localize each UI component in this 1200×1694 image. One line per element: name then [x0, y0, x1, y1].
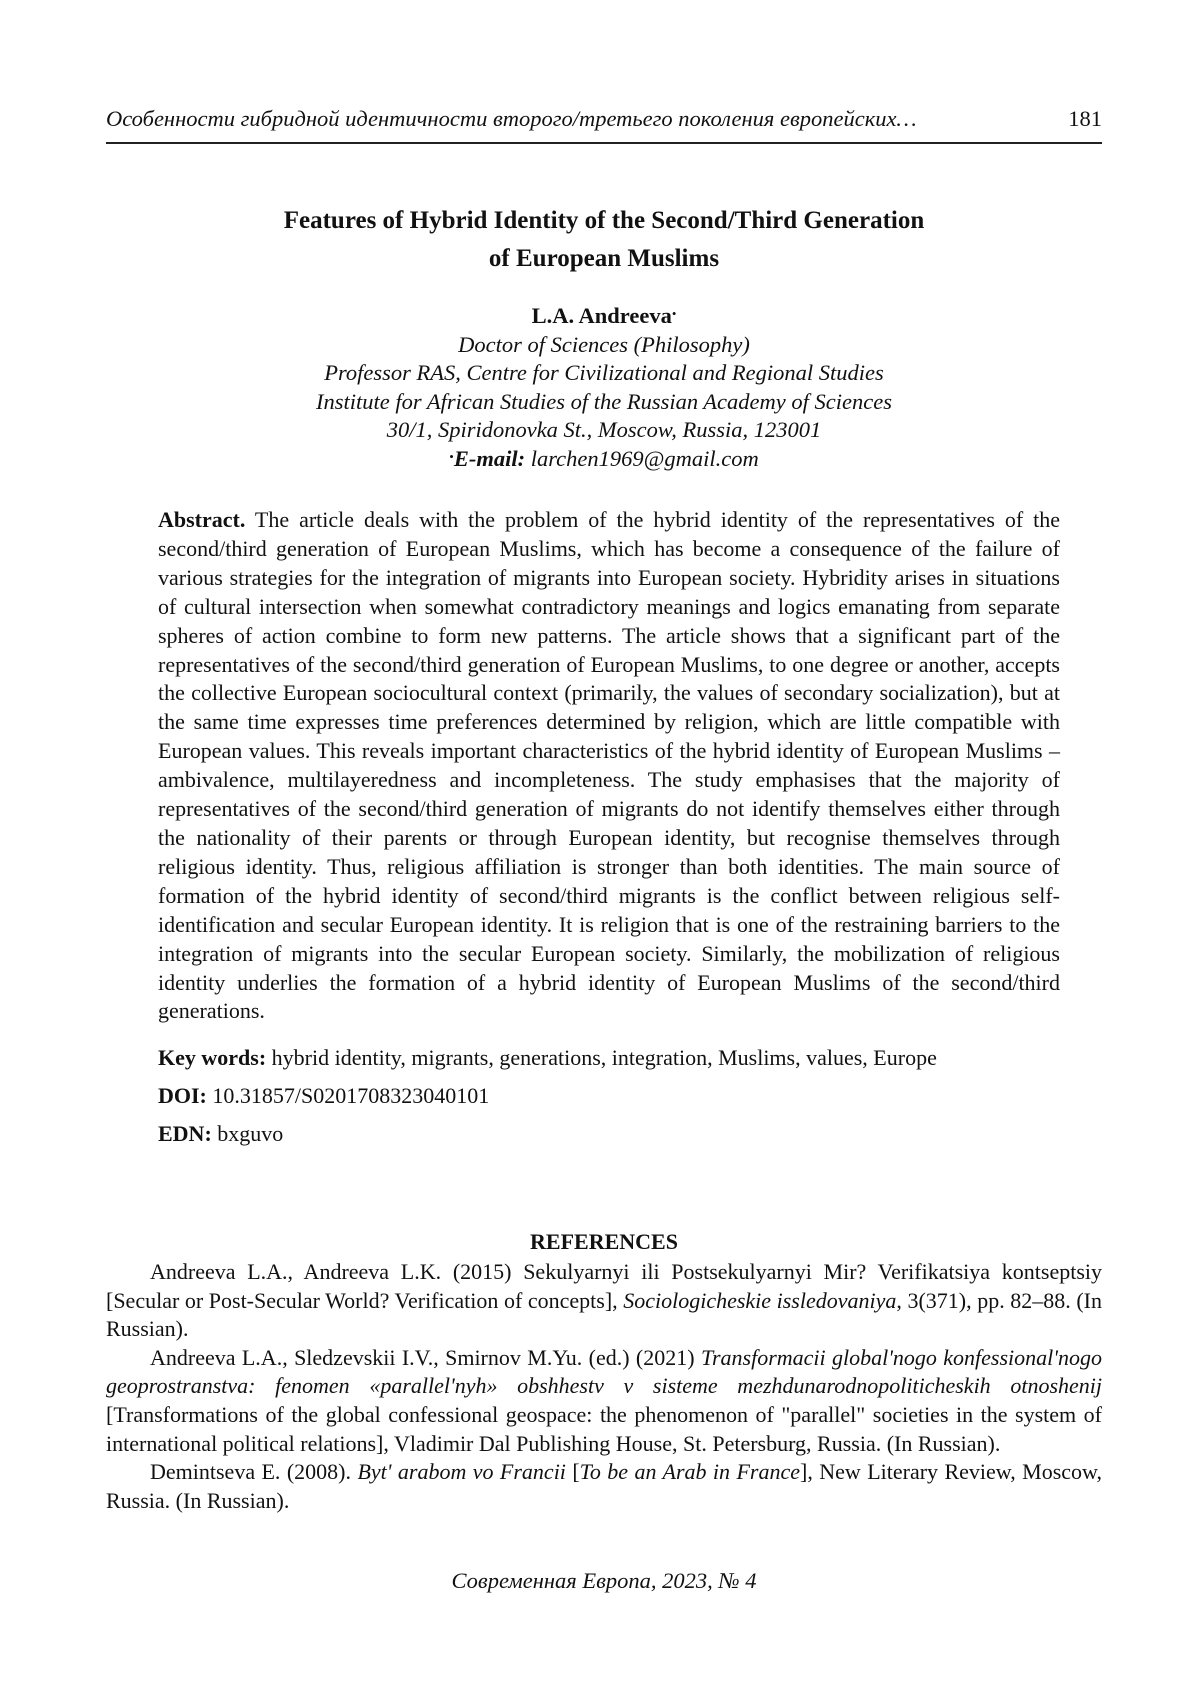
running-header [106, 104, 1102, 144]
abstract-text: The article deals with the problem of the hybrid identity of the representatives of the second/third generation of European Muslims, which has become a consequence of the failure of various strategies for the integration of migrants into European society. Hybridity arises in situations of cultural intersection when somewhat contradictory meanings and logics emanating from separate spheres of action combine to form new patterns. The article shows that a significant part of the representatives of the second/third generation of European Muslims, to one degree or another, accepts the collective European sociocultural context (primarily, the values of secondary socialization), but at the same time expresses time preferences determined by religion, which are little compatible with European values. This reveals important characteristics of the hybrid identity of European Muslims – ambivalence, multilayeredness and incompleteness. The study emphasises that the majority of representatives of the second/third generation of migrants do not identify themselves either through the nationality of their parents or through European identity, but recognise themselves through religious identity. Thus, religious affiliation is stronger than both identities. The main source of formation of the hybrid identity of second/third migrants is the conflict between religious self-identification and secular European identity. It is religion that is one of the restraining barriers to the integration of migrants into the secular European society. Similarly, the mobilization of religious identity underlies the formation of a hybrid identity of European Muslims of the second/third generations. [158, 507, 1060, 1024]
doi-value[interactable]: 10.31857/S0201708323040101 [212, 1083, 490, 1108]
author-email[interactable]: larchen1969@gmail.com [530, 445, 759, 471]
author-address: 30/1, Spiridonovka St., Moscow, Russia, 123001 [386, 417, 822, 442]
reference-text: Andreeva L.A., Andreeva L.K. (2015) Sekulyarnyi ili Postsekulyarnyi Mir? Verifikatsiya kontseptsiy [Secular or Post-Secular World? Verification of concepts], [106, 1259, 1102, 1313]
abstract-label: Abstract. [158, 507, 246, 532]
reference-text: Andreeva L.A., Sledzevskii I.V., Smirnov M.Yu. (ed.) (2021) [150, 1344, 701, 1370]
edn-label: EDN: [158, 1121, 212, 1146]
author-block [106, 302, 1102, 473]
reference-item [106, 1344, 1102, 1458]
article-title-line-1: Features of Hybrid Identity of the Second/Third Generation [283, 207, 925, 234]
email-marker: • [449, 448, 454, 464]
reference-item [106, 1258, 1102, 1344]
reference-italic: Sociologicheskie issledovaniya [623, 1287, 897, 1313]
author-institution: Institute for African Studies of the Russian Academy of Sciences [316, 388, 892, 414]
reference-text: Demintseva E. (2008). [150, 1459, 358, 1485]
reference-italic: To be an Arab in France [579, 1459, 800, 1485]
author-position: Professor RAS, Centre for Civilizational and Regional Studies [324, 360, 884, 385]
doi-label: DOI: [158, 1083, 207, 1108]
references-list [106, 1258, 1102, 1515]
author-marker: • [671, 306, 677, 321]
email-label: E-mail: [453, 445, 526, 471]
reference-italic: Transformacii global'nogo konfessional'nogo geoprostranstva: fenomen «parallel'nyh» obshhestv v sisteme mezhdunarodnopoliticheskih otnoshenij [106, 1344, 1102, 1399]
article-title [106, 202, 1102, 278]
keywords-text: hybrid identity, migrants, generations, integration, Muslims, values, Europe [271, 1045, 937, 1070]
abstract [158, 506, 1060, 1026]
reference-text: [Transformations of the global confessional geospace: the phenomenon of "parallel" societies in the system of international political relations], Vladimir Dal Publishing House, St. Petersburg, Russia. (In Russian). [106, 1401, 1102, 1456]
keywords [158, 1044, 1060, 1072]
article-title-line-2: of European Muslims [488, 245, 720, 272]
doi [158, 1082, 1060, 1110]
running-header-title: Особенности гибридной идентичности второго/третьего поколения европейских… [106, 106, 917, 131]
journal-footer: Современная Европа, 2023, № 4 [451, 1568, 757, 1593]
author-degree: Doctor of Sciences (Philosophy) [458, 331, 750, 357]
references-heading: REFERENCES [530, 1229, 678, 1254]
edn [158, 1120, 1060, 1148]
author-name: L.A. Andreeva [531, 303, 672, 328]
keywords-label: Key words: [158, 1045, 267, 1070]
reference-text: , 3(371), pp. 82–88. (In Russian). [106, 1287, 1102, 1342]
edn-value: bxguvo [217, 1121, 284, 1146]
reference-text: [ [565, 1459, 580, 1485]
reference-text: ], New Literary Review, Moscow, Russia. (In Russian). [106, 1459, 1103, 1513]
page-number: 181 [1068, 106, 1102, 131]
reference-italic: Byt' arabom vo Francii [357, 1459, 566, 1485]
reference-item [106, 1458, 1102, 1515]
